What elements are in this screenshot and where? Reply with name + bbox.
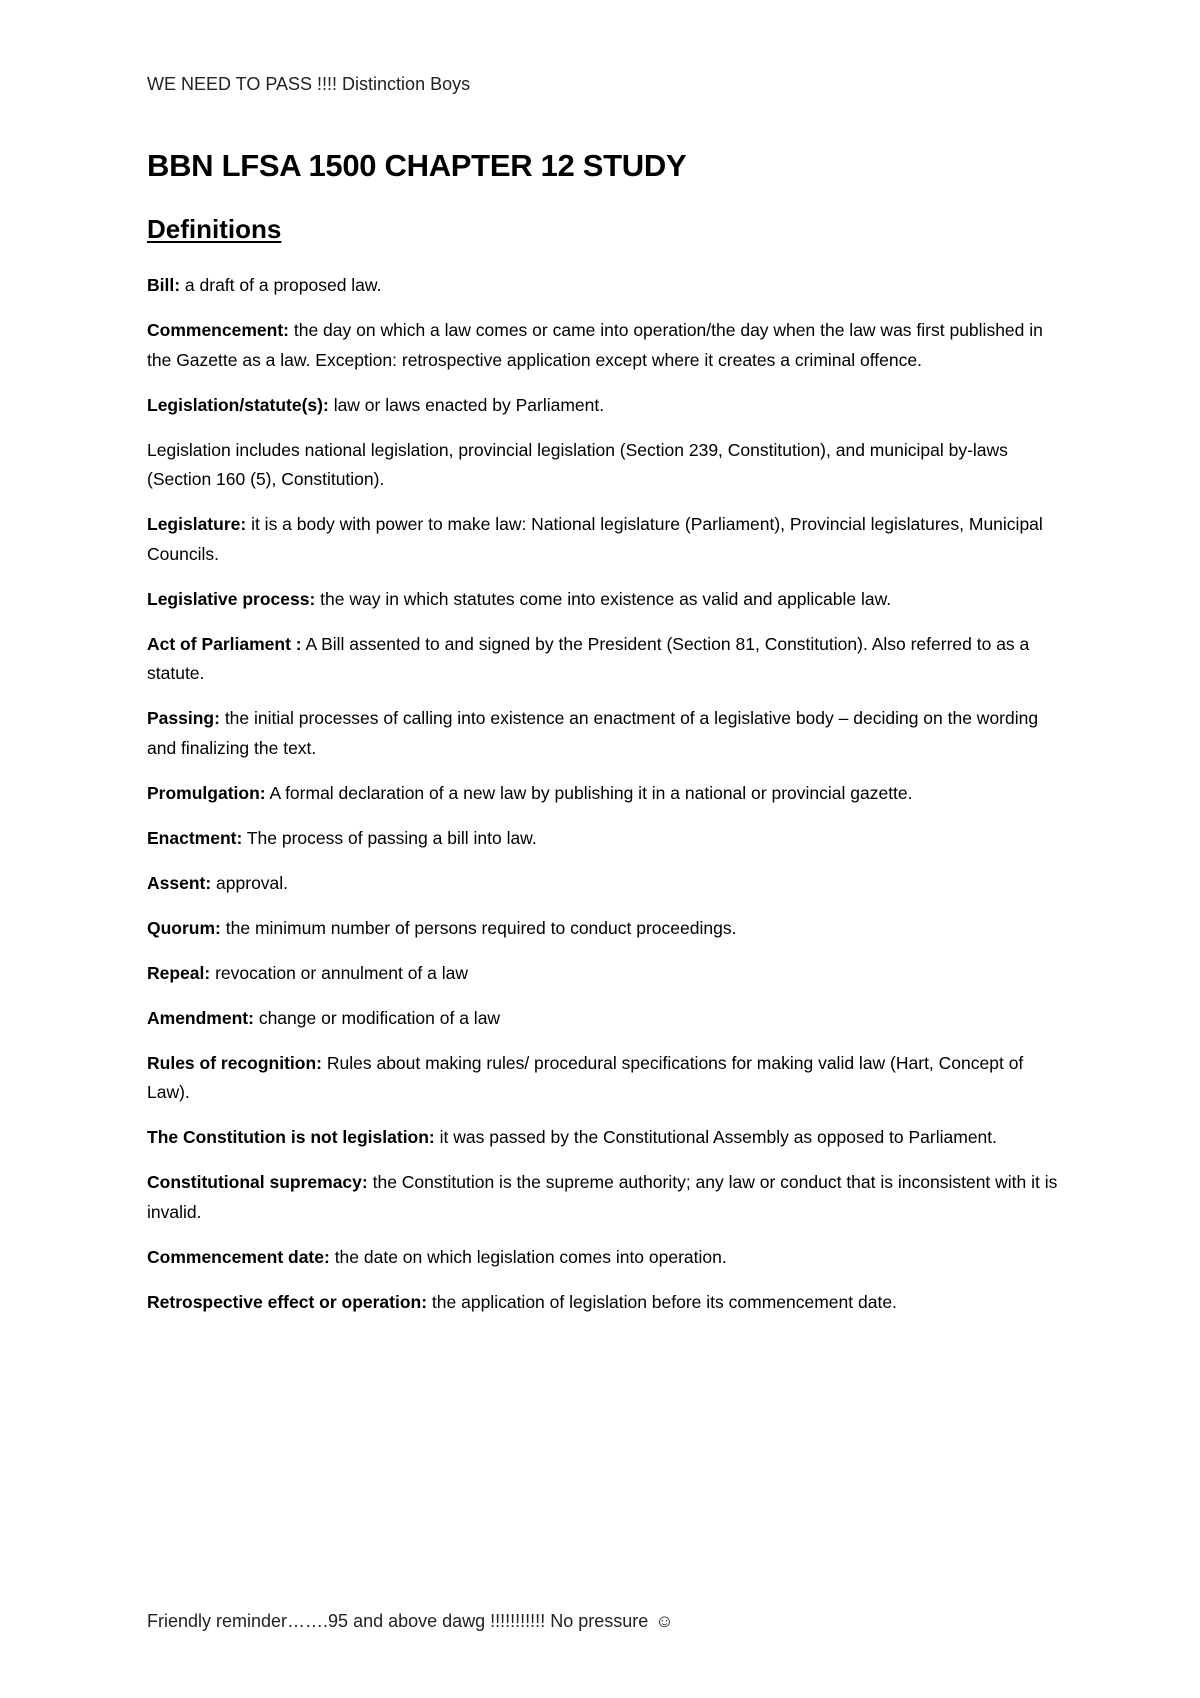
definition-bill: [147, 271, 1062, 301]
definition-term: Bill:: [147, 275, 181, 295]
definition-text: law or laws enacted by Parliament.: [328, 394, 605, 415]
page-header: WE NEED TO PASS !!!! Distinction Boys: [147, 74, 471, 94]
footer-text: Friendly reminder…….95 and above dawg !!!!!!!!!!! No pressure: [147, 1611, 649, 1631]
definitions-list: [147, 271, 1062, 1333]
definition-repeal: [147, 959, 1062, 989]
definition-text: change or modification of a law: [253, 1007, 501, 1028]
definition-retrospective-effect: [147, 1288, 1062, 1318]
definition-commencement: [147, 316, 1062, 375]
definition-term: Legislative process:: [147, 588, 316, 609]
definition-text: the minimum number of persons required to conduct proceedings.: [220, 917, 737, 938]
definition-term: Quorum:: [147, 917, 221, 938]
definition-legislation-includes: [147, 436, 1062, 495]
definition-amendment: [147, 1004, 1062, 1034]
definition-term: Assent:: [147, 872, 212, 893]
definition-text: A Bill assented to and signed by the President (Section 81, Constitution). Also referred to as a statute.: [147, 633, 1030, 683]
definition-rules-of-recognition: [147, 1049, 1062, 1108]
definition-text: the initial processes of calling into existence an enactment of a legislative body – deciding on the wording and finalizing the text.: [147, 708, 1039, 758]
definition-term: Retrospective effect or operation:: [147, 1291, 428, 1312]
definition-commencement-date: [147, 1243, 1062, 1273]
definition-quorum: [147, 914, 1062, 944]
definition-term: Enactment:: [147, 827, 243, 848]
definition-text: the date on which legislation comes into operation.: [329, 1246, 727, 1267]
definition-enactment: [147, 824, 1062, 854]
definition-term: Rules of recognition:: [147, 1052, 322, 1073]
definition-term: Commencement:: [147, 320, 289, 340]
definition-text: the application of legislation before its commencement date.: [427, 1291, 897, 1312]
definition-text: the way in which statutes come into existence as valid and applicable law.: [315, 588, 892, 609]
definition-act-of-parliament: [147, 630, 1062, 689]
definition-term: Passing:: [147, 708, 220, 728]
definition-assent: [147, 869, 1062, 899]
definition-term: The Constitution is not legislation:: [147, 1127, 435, 1147]
definition-text: it is a body with power to make law: National legislature (Parliament), Provincial legislatures, Municipal Councils.: [147, 514, 1043, 564]
definition-promulgation: [147, 779, 1062, 809]
definition-legislation: [147, 391, 1062, 421]
definition-text: Legislation includes national legislation, provincial legislation (Section 239, Constitution), and municipal by-laws (Section 160 (5), Constitution).: [147, 439, 1008, 489]
definition-text: The process of passing a bill into law.: [242, 827, 537, 848]
definition-term: Legislature:: [147, 514, 247, 534]
definition-text: A formal declaration of a new law by publishing it in a national or provincial gazette.: [265, 782, 913, 803]
definition-term: Amendment:: [147, 1007, 254, 1028]
definition-text: it was passed by the Constitutional Assembly as opposed to Parliament.: [434, 1127, 998, 1147]
definition-term: Act of Parliament :: [147, 633, 302, 654]
definition-constitution-not-legislation: [147, 1123, 1062, 1153]
definition-text: the Constitution is the supreme authority; any law or conduct that is inconsistent with it is invalid.: [147, 1172, 1058, 1222]
definition-text: approval.: [211, 872, 289, 893]
definition-text: the day on which a law comes or came into operation/the day when the law was first published in the Gazette as a law. Exception: retrospective application except where it creates a criminal offence.: [147, 320, 1043, 370]
definition-text: revocation or annulment of a law: [210, 962, 469, 983]
smiley-icon: ☺: [655, 1611, 674, 1631]
page-footer: [147, 1611, 674, 1632]
document-title: BBN LFSA 1500 CHAPTER 12 STUDY: [147, 148, 687, 183]
definition-legislature: [147, 510, 1062, 569]
definition-constitutional-supremacy: [147, 1168, 1062, 1227]
definition-passing: [147, 704, 1062, 763]
definition-term: Commencement date:: [147, 1246, 330, 1267]
definitions-heading: Definitions: [147, 214, 282, 244]
definition-text: Rules about making rules/ procedural specifications for making valid law (Hart, Concept of Law).: [147, 1052, 1024, 1102]
definition-legislative-process: [147, 585, 1062, 615]
definition-term: Promulgation:: [147, 782, 266, 803]
definition-term: Repeal:: [147, 962, 211, 983]
definition-text: a draft of a proposed law.: [180, 275, 382, 295]
definition-term: Constitutional supremacy:: [147, 1172, 368, 1192]
definition-term: Legislation/statute(s):: [147, 394, 329, 415]
